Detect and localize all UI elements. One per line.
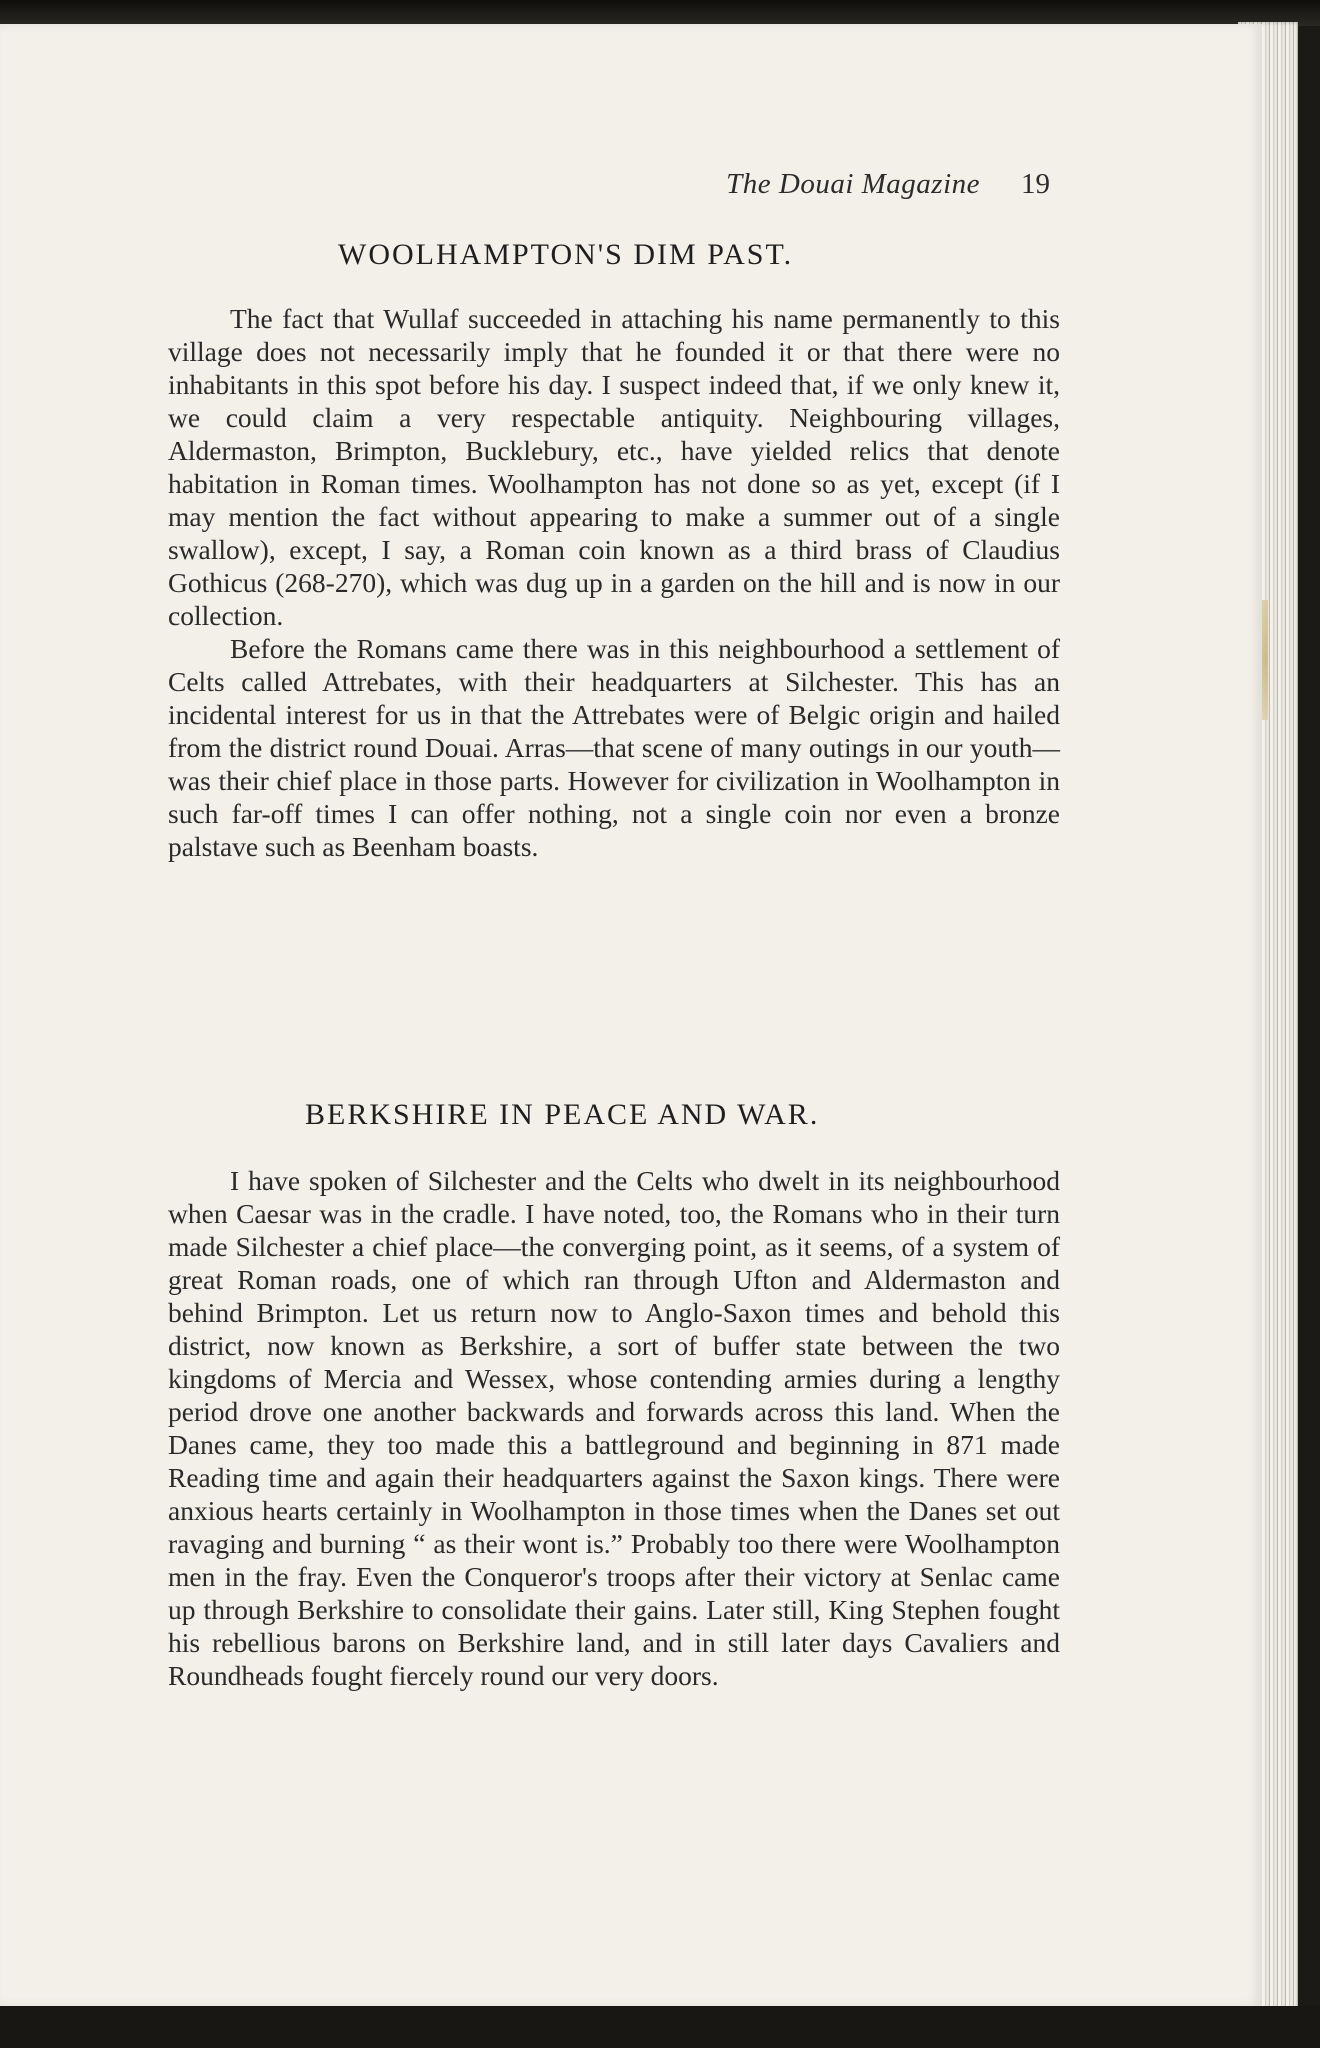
running-title: The Douai Magazine — [726, 168, 980, 200]
paragraph: I have spoken of Silchester and the Celts who dwelt in its neighbourhood when Caesar was in the cradle. I have noted, too, the Romans who in their turn made Silchester a chief place—the converging point, as it seems, of a system of great Roman roads, one of which ran through Ufton and Aldermaston and behind Brimpton. Let us return now to Anglo-Saxon times and behold this district, now known as Berkshire, a sort of buffer state between the two kingdoms of Mercia and Wessex, whose contending armies during a lengthy period drove one another backwards and forwards across this land. When the Danes came, they too made this a battleground and beginning in 871 made Reading time and again their headquarters against the Saxon kings. There were anxious hearts certainly in Woolhampton in those times when the Danes set out ravaging and burning “ as their wont is.” Probably too there were Woolhampton men in the fray. Even the Conqueror's troops after their victory at Senlac came up through Berkshire to consolidate their gains. Later still, King Stephen fought his rebellious barons on Berkshire land, and in still later days Cavaliers and Roundheads fought fiercely round our very doors. — [168, 1165, 1060, 1691]
paragraph: Before the Romans came there was in this neighbourhood a settlement of Celts called Attrebates, with their headquarters at Silchester. This has an incidental interest for us in that the Attrebates were of Belgic origin and hailed from the district round Douai. Arras—that scene of many outings in our youth—was their chief place in those parts. However for civilization in Woolhampton in such far-off times I can offer nothing, not a single coin nor even a bronze palstave such as Beenham boasts. — [168, 633, 1060, 862]
article-body-berkshire — [168, 1164, 1060, 1692]
article-title-woolhampton: WOOLHAMPTON'S DIM PAST. — [338, 238, 794, 271]
article-title-berkshire: BERKSHIRE IN PEACE AND WAR. — [305, 1098, 820, 1131]
paragraph: The fact that Wullaf succeeded in attaching his name permanently to this village does not necessarily imply that he founded it or that there were no inhabitants in this spot before his day. I suspect indeed that, if we only knew it, we could claim a very respectable antiquity. Neighbouring villages, Aldermaston, Brimpton, Bucklebury, etc., have yielded relics that denote habitation in Roman times. Woolhampton has not done so as yet, except (if I may mention the fact without appearing to make a summer out of a single swallow), except, I say, a Roman coin known as a third brass of Claudius Gothicus (268-270), which was dug up in a garden on the hill and is now in our collection. — [168, 303, 1060, 631]
page-number: 19 — [1021, 168, 1050, 200]
article-body-woolhampton — [168, 302, 1060, 863]
book-cover-bottom — [0, 2006, 1320, 2048]
page-header — [0, 168, 1050, 208]
book-cover-top — [0, 0, 1320, 26]
